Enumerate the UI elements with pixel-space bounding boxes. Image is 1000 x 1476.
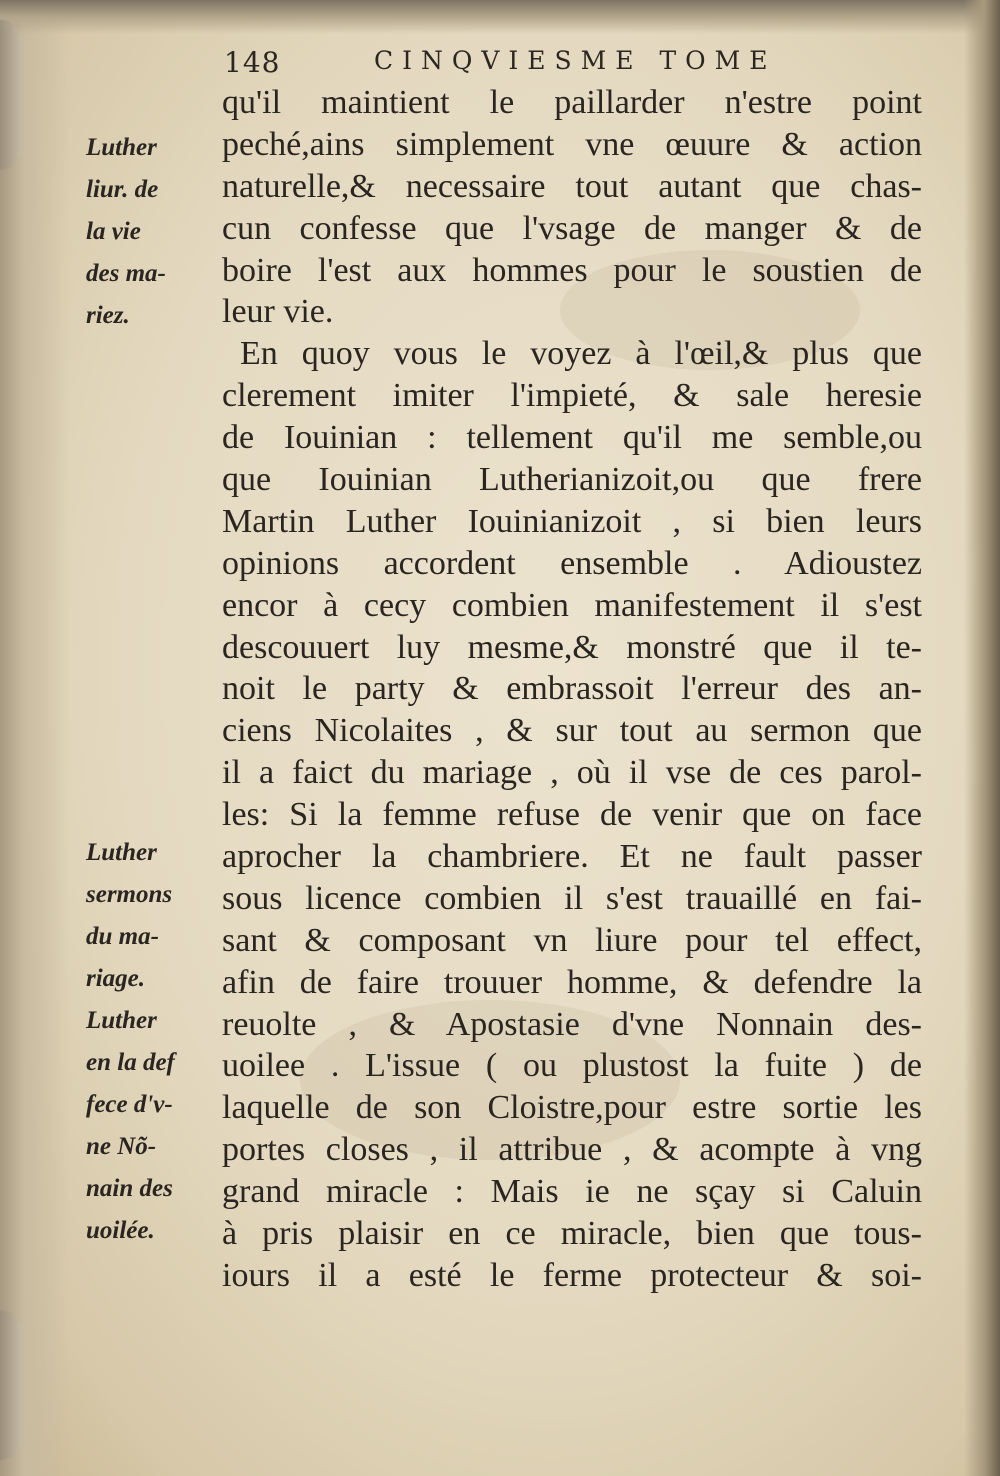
page-number: 148 <box>224 46 281 79</box>
margin-note-line: des ma- <box>86 260 166 287</box>
running-header <box>224 46 924 86</box>
text-line: naturelle,& necessaire tout autant que chas- <box>222 167 922 205</box>
text-line: boire l'est aux hommes pour le soustien de <box>222 251 922 289</box>
text-line: leur vie. <box>222 293 334 331</box>
text-line: noit le party & embrassoit l'erreur des an- <box>222 670 922 708</box>
margin-note-line: riez. <box>86 302 130 329</box>
text-line: iours il a esté le ferme protecteur & soi- <box>222 1256 922 1294</box>
text-line: descouuert luy mesme,& monstré que il te- <box>222 628 922 666</box>
text-line: sant & composant vn liure pour tel effect, <box>222 921 922 959</box>
text-line: encor à cecy combien manifestement il s'est <box>222 586 922 624</box>
text-line: cun confesse que l'vsage de manger & de <box>222 209 922 247</box>
margin-note-line: Luther <box>86 1007 157 1034</box>
text-line: opinions accordent ensemble . Adioustez <box>222 544 922 582</box>
text-line: grand miracle : Mais ie ne sçay si Caluin <box>222 1173 922 1211</box>
text-line: En quoy vous le voyez à l'œil,& plus que <box>240 335 922 373</box>
text-line: afin de faire trouuer homme, & defendre la <box>222 963 922 1001</box>
text-line: que Iouinian Lutherianizoit,ou que frere <box>222 461 922 499</box>
text-line: portes closes , il attribue , & acompte à vng <box>222 1131 922 1169</box>
margin-note-line: sermons <box>86 881 173 908</box>
margin-note-line: la vie <box>86 218 141 245</box>
margin-note-line: fece d'v- <box>86 1091 173 1118</box>
margin-note-line: Luther <box>86 839 157 866</box>
text-line: Martin Luther Iouinianizoit , si bien leurs <box>222 502 922 540</box>
margin-note-line: riage. <box>86 965 146 992</box>
running-title: CINQVIESME TOME <box>374 46 777 75</box>
text-line: reuolte , & Apostasie d'vne Nonnain des- <box>222 1005 922 1043</box>
margin-note-line: du ma- <box>86 923 159 950</box>
page-top-edge <box>0 0 1000 34</box>
binding-clip-top <box>0 20 22 170</box>
text-line: clerement imiter l'impieté, & sale heresie <box>222 377 922 415</box>
text-line: sous licence combien il s'est trauaillé en fai- <box>222 879 922 917</box>
text-line: ciens Nicolaites , & sur tout au sermon que <box>222 712 922 750</box>
body-text <box>222 82 922 1297</box>
text-line: à pris plaisir en ce miracle, bien que tous- <box>222 1215 922 1253</box>
margin-note <box>86 832 216 1252</box>
binding-shadow <box>0 0 70 1476</box>
text-line: il a faict du mariage , où il vse de ces parol- <box>222 754 922 792</box>
margin-note <box>86 127 216 337</box>
margin-note-line: en la def <box>86 1049 175 1076</box>
text-line: qu'il maintient le paillarder n'estre point <box>222 84 922 121</box>
text-line: aprocher la chambriere. Et ne fault passer <box>222 838 922 876</box>
text-line: uoilee . L'issue ( ou plustost la fuite ) de <box>222 1047 922 1085</box>
margin-note-line: ne Nõ- <box>86 1133 157 1160</box>
margin-note-line: uoilée. <box>86 1217 155 1244</box>
binding-clip-bottom <box>0 1310 22 1460</box>
margin-note-line: liur. de <box>86 176 159 203</box>
margin-note-line: nain des <box>86 1175 173 1202</box>
page-right-edge <box>964 0 1000 1476</box>
margin-note-line: Luther <box>86 134 157 161</box>
text-line: laquelle de son Cloistre,pour estre sortie les <box>222 1089 922 1127</box>
text-line: les: Si la femme refuse de venir que on face <box>222 796 922 834</box>
text-line: de Iouinian : tellement qu'il me semble,ou <box>222 419 922 457</box>
text-line: peché,ains simplement vne œuure & action <box>222 125 922 163</box>
